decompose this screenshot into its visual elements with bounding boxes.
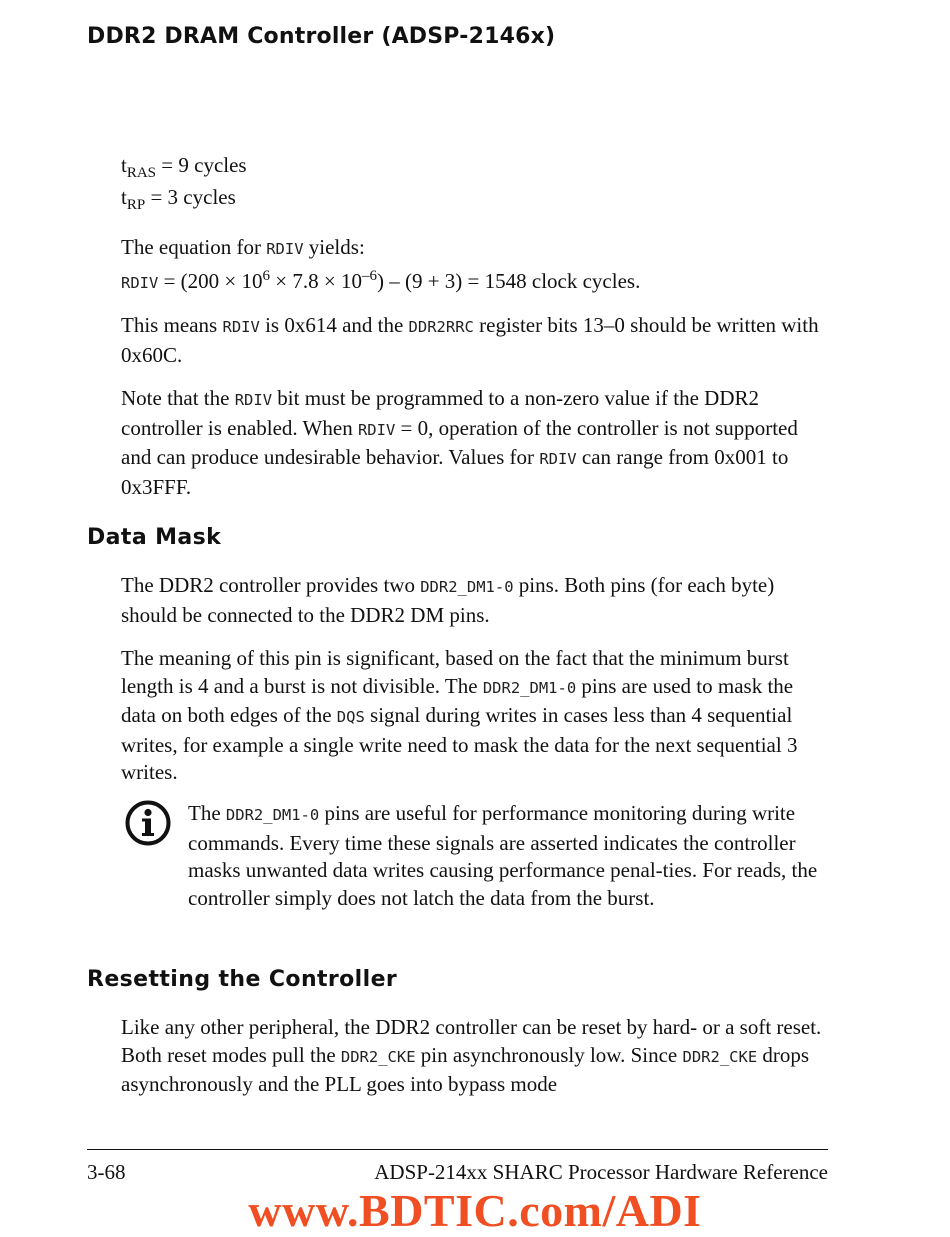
watermark-url[interactable]: www.BDTIC.com/ADI — [248, 1185, 702, 1236]
paragraph-rdiv-means: This means RDIV is 0x614 and the DDR2RRC register bits 13–0 should be written with 0x60C. — [121, 313, 819, 367]
equation-line: RDIV = $(200 \times 10^6 \times 7.8 \times 10^{-6}) - (9 + 3) = 1548$ clock cycles. — [121, 268, 641, 293]
timing-tras: $t_{RAS} = 9$ cycles — [121, 153, 247, 182]
heading-data-mask: Data Mask — [87, 525, 222, 550]
paragraph-dm-meaning: The meaning of this pin is significant, based on the fact that the minimum burst length is 4 and a burst is not divisible. The DDR2_DM1-0 pins are used to mask the data on both edges of the DQS signal during writes in cases less than 4 sequential writes, for example a single write need to mask the data for the next sequential 3 writes. — [121, 646, 798, 784]
info-icon — [125, 800, 171, 846]
paragraph-reset: Like any other peripheral, the DDR2 controller can be reset by hard- or a soft reset. Both reset modes pull the DDR2_CKE pin asynchronously low. Since DDR2_CKE drops asynchronously and the PLL goes into bypass mode — [121, 1015, 822, 1096]
heading-resetting-controller: Resetting the Controller — [87, 967, 398, 992]
footer-rule — [87, 1149, 828, 1150]
paragraph-rdiv-note: Note that the RDIV bit must be programmed to a non-zero value if the DDR2 controller is enabled. When RDIV = 0, operation of the controller is not supported and can produce undesirable behavior. Values for RDIV can range from 0x001 to 0x3FFF. — [121, 386, 798, 499]
page-header-title: DDR2 DRAM Controller (ADSP-2146x) — [87, 24, 556, 49]
timing-trp: $t_{RP} = 3$ cycles — [121, 185, 236, 214]
note-dm-performance: The DDR2_DM1-0 pins are useful for performance monitoring during write commands. Every time these signals are asserted indicates the controller masks unwanted data writes causing performance penal-ties. For reads, the controller simply does not latch the data from the burst. — [188, 801, 818, 910]
paragraph-dm-pins: The DDR2 controller provides two DDR2_DM1-0 pins. Both pins (for each byte) should be connected to the DDR2 DM pins. — [121, 573, 775, 627]
footer-page-number: 3-68 — [87, 1160, 126, 1184]
footer-document-title: ADSP-214xx SHARC Processor Hardware Reference — [374, 1160, 828, 1184]
equation-intro: The equation for RDIV yields: — [121, 235, 365, 259]
